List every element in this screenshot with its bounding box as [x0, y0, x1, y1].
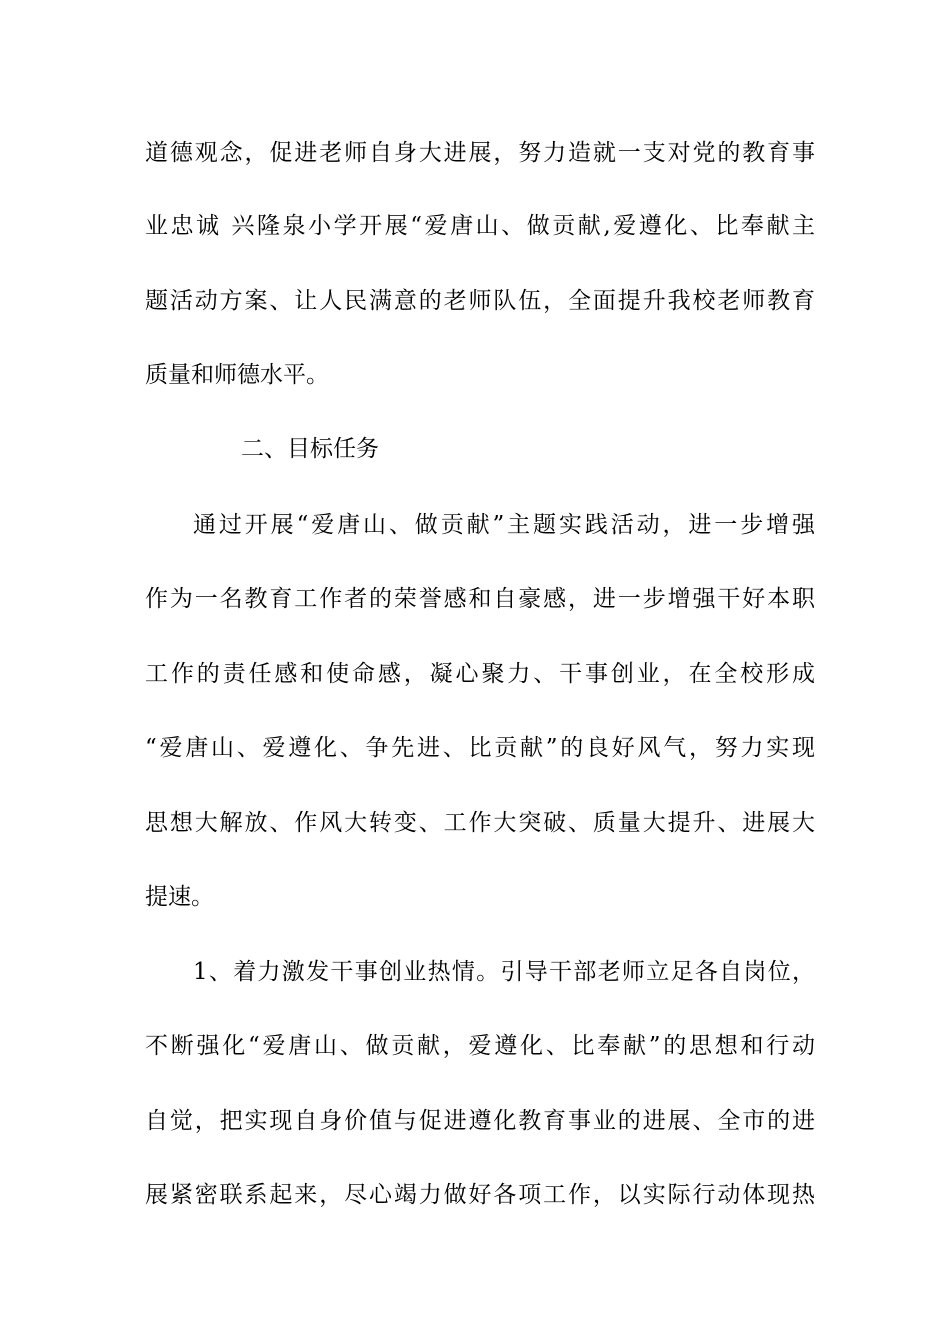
text-line-6: 通过开展“爱唐山、做贡献”主题实践活动，进一步增强 [193, 512, 815, 538]
text-line-11: 提速。 [145, 884, 214, 910]
text-line-2: 业忠诚 兴隆泉小学开展“爱唐山、做贡献,爱遵化、比奉献主 [145, 213, 815, 239]
text-line-12: 1、着力激发干事创业热情。引导干部老师立足各自岗位， [193, 959, 815, 985]
text-line-10: 思想大解放、作风大转变、工作大突破、质量大提升、进展大 [145, 810, 815, 836]
text-line-15: 展紧密联系起来，尽心竭力做好各项工作，以实际行动体现热 [145, 1182, 815, 1208]
text-line-1: 道德观念，促进老师自身大进展，努力造就一支对党的教育事 [145, 140, 815, 166]
text-line-4: 质量和师德水平。 [145, 362, 329, 388]
text-line-7: 作为一名教育工作者的荣誉感和自豪感，进一步增强干好本职 [145, 586, 815, 612]
text-line-14: 自觉，把实现自身价值与促进遵化教育事业的进展、全市的进 [145, 1108, 815, 1134]
text-line-3: 题活动方案、让人民满意的老师队伍，全面提升我校老师教育 [145, 288, 815, 314]
text-line-8: 工作的责任感和使命感，凝心聚力、干事创业，在全校形成 [145, 661, 815, 687]
text-line-9: “爱唐山、爱遵化、争先进、比贡献”的良好风气，努力实现 [145, 735, 815, 761]
text-line-13: 不断强化“爱唐山、做贡献，爱遵化、比奉献”的思想和行动 [145, 1033, 815, 1059]
section-heading: 二、目标任务 [241, 436, 379, 462]
